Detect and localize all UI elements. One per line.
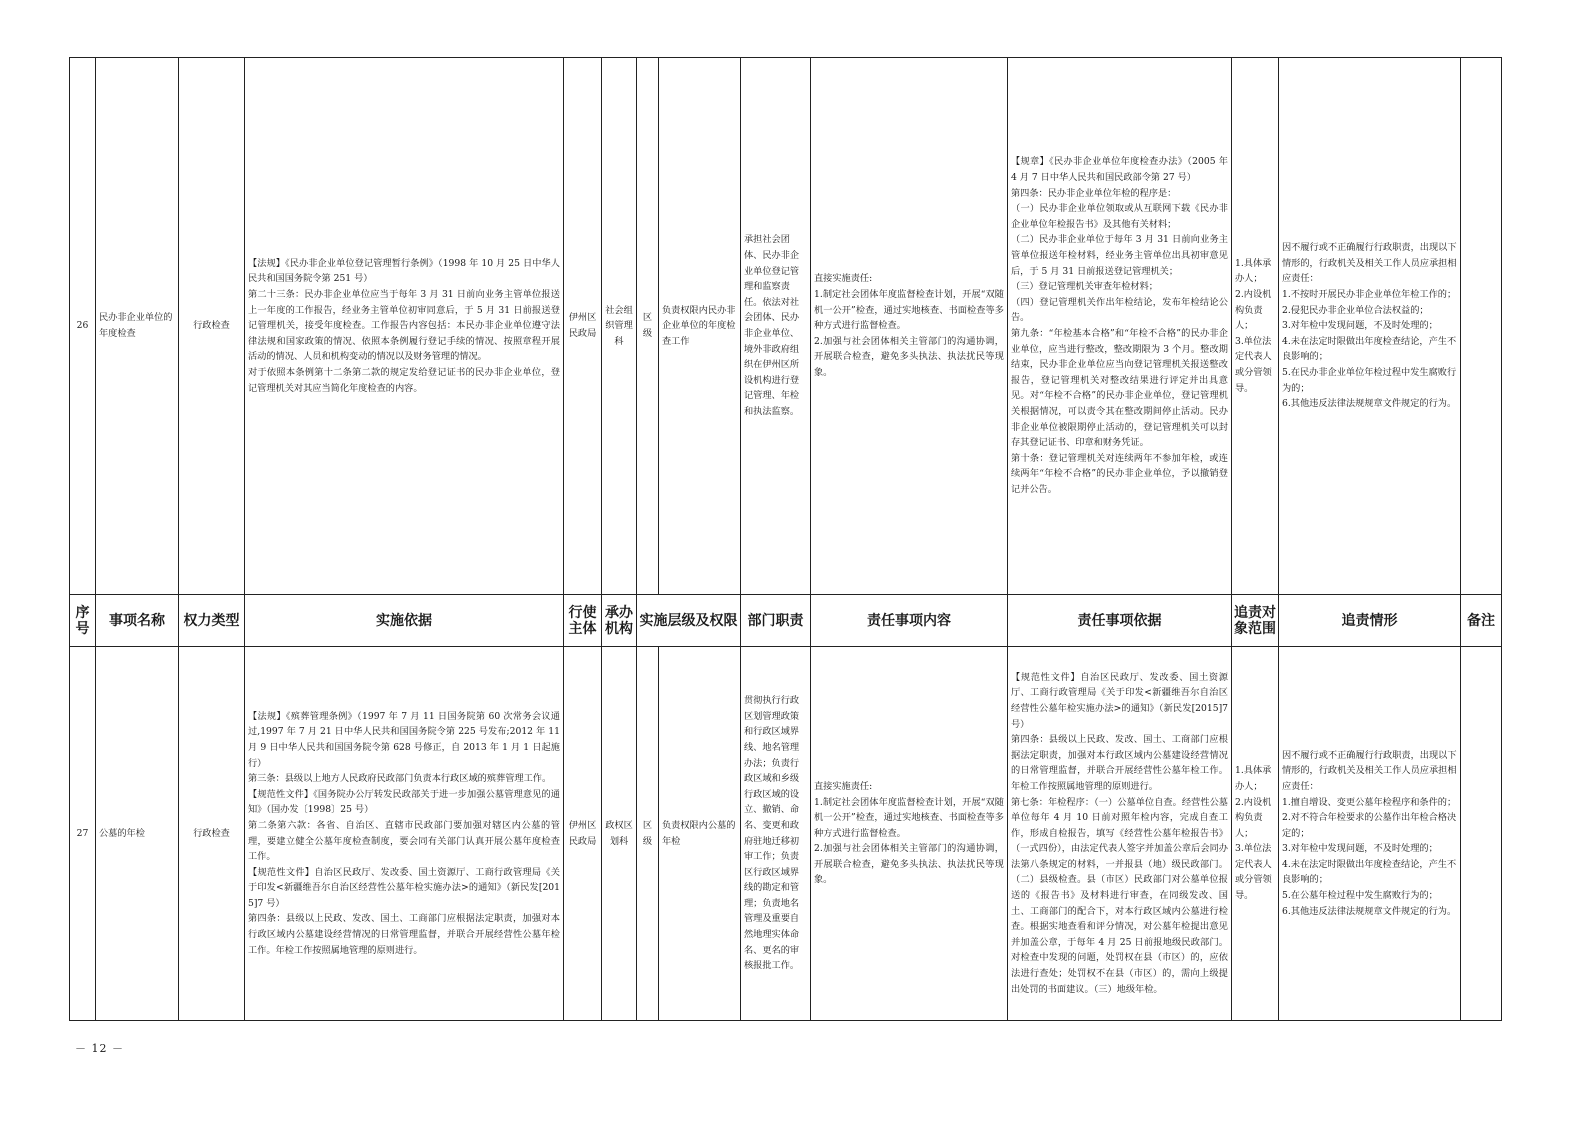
header-seq: 序号 [70,595,96,647]
resp-content-cell: 直接实施责任: 1.制定社会团体年度监督检查计划，开展“双随机一公开”检查，通过实地核查、书面检查等多种方式进行监督检查。 2.加强与社会团体相关主管部门的沟通协调，开展联合检查，避免多头执法、执法扰民等现象。 [811,58,1008,595]
scope-cell: 负责权限内公墓的年检 [659,647,741,1021]
target-cell: 1.具体承办人； 2.内设机构负责人； 3.单位法定代表人或分管领导。 [1232,58,1279,595]
table-header-row [70,595,1502,647]
resp-basis-cell: 【规范性文件】自治区民政厅、发改委、国土资源厅、工商行政管理局《关于印发<新疆维吾尔自治区经营性公墓年检实施办法>的通知》（新民发[2015]7 号） 第四条：县级以上民政、发改、国土、工商部门应根据法定职责，加强对本行政区域内公墓建设经营情况的日常管理监督，并联合开展经营性公墓年检工作。年检工作按照属地管理的原则进行。 第七条：年检程序：（一）公墓单位自查。经营性公墓单位每年 4 月 10 日前对照年检内容，完成自查工作，形成自检报告，填写《经营性公墓年检报告书》（一式四份），由法定代表人签字并加盖公章后会同办法第八条规定的材料，一并报县（地）级民政部门。（二）县级检查。县（市区）民政部门对公墓单位报送的《报告书》及材料进行审查，在同级发改、国土、工商部门的配合下，对本行政区域内公墓进行检查。根据实地查看和评分情况，对公墓年检提出意见并加盖公章，于每年 4 月 25 日前报地级民政部门。对检查中发现的问题，处罚权在县（市区）的，应依法进行查处；处罚权不在县（市区）的，需向上级提出处罚的书面建议。（三）地级年检。 [1008,647,1232,1021]
duty-cell: 承担社会团体、民办非企业单位登记管理和监察责任。依法对社会团体、民办非企业单位、境外非政府组织在伊州区所设机构进行登记管理、年检和执法监察。 [741,58,811,595]
basis-cell: 【法规】《民办非企业单位登记管理暂行条例》（1998 年 10 月 25 日中华人民共和国国务院令第 251 号） 第二十三条：民办非企业单位应当于每年 3 月 31 日前向业务主管单位报送上一年度的工作报告，经业务主管单位初审同意后，于 5 月 31 日前报送登记管理机关，接受年度检查。工作报告内容包括：本民办非企业单位遵守法律法规和国家政策的情况、依照本条例履行登记手续的情况、按照章程开展活动的情况、人员和机构变动的情况以及财务管理的情况。 对于依照本条例第十二条第二款的规定发给登记证书的民办非企业单位，登记管理机关对其应当简化年度检查的内容。 [245,58,564,595]
agency-cell: 社会组织管理科 [602,58,637,595]
table-row [70,58,1502,595]
header-situation: 追责情形 [1279,595,1461,647]
header-basis: 实施依据 [245,595,564,647]
item-name-cell: 公墓的年检 [96,647,179,1021]
resp-basis-cell: 【规章】《民办非企业单位年度检查办法》（2005 年 4 月 7 日中华人民共和国民政部令第 27 号） 第四条：民办非企业单位年检的程序是： （一）民办非企业单位领取或从互联网下载《民办非企业单位年检报告书》及其他有关材料； （二）民办非企业单位于每年 3 月 31 日前向业务主管单位报送年检材料，经业务主管单位出具初审意见后，于 5 月 31 日前报送登记管理机关； （三）登记管理机关审查年检材料； （四）登记管理机关作出年检结论，发布年检结论公告。 第九条：“年检基本合格”和“年检不合格”的民办非企业单位，应当进行整改，整改期限为 3 个月。整改期结束，民办非企业单位应当向登记管理机关报送整改报告，登记管理机关对整改结果进行评定并出具意见。对“年检不合格”的民办非企业单位，登记管理机关根据情况，可以责令其在整改期间停止活动。民办非企业单位被限期停止活动的，登记管理机关可以封存其登记证书、印章和财务凭证。 第十条：登记管理机关对连续两年不参加年检，或连续两年“年检不合格”的民办非企业单位，予以撤销登记并公告。 [1008,58,1232,595]
header-target: 追责对象范围 [1232,595,1279,647]
header-power-type: 权力类型 [179,595,245,647]
seq-cell: 27 [70,647,96,1021]
power-type-cell: 行政检查 [179,58,245,595]
page-number: － 12 － [75,1042,124,1055]
duty-cell: 贯彻执行行政区划管理政策和行政区域界线、地名管理办法；负责行政区域和乡级行政区域的设立、撤销、命名、变更和政府驻地迁移初审工作；负责区行政区域界线的勘定和管理；负责地名管理及重要自然地理实体命名、更名的审核报批工作。 [741,647,811,1021]
remark-cell [1461,647,1502,1021]
level-cell: 区级 [637,58,659,595]
remark-cell [1461,58,1502,595]
header-name: 事项名称 [96,595,179,647]
resp-content-cell: 直接实施责任: 1.制定社会团体年度监督检查计划，开展“双随机一公开”检查，通过实地核查、书面检查等多种方式进行监督检查。 2.加强与社会团体相关主管部门的沟通协调，开展联合检查，避免多头执法、执法扰民等现象。 [811,647,1008,1021]
header-remark: 备注 [1461,595,1502,647]
power-list-table [69,57,1502,1021]
header-agency: 承办机构 [602,595,637,647]
table-row [70,647,1502,1021]
scope-cell: 负责权限内民办非企业单位的年度检查工作 [659,58,741,595]
subject-cell: 伊州区民政局 [564,647,602,1021]
agency-cell: 政权区划科 [602,647,637,1021]
power-type-cell: 行政检查 [179,647,245,1021]
situation-cell: 因不履行或不正确履行行政职责，出现以下情形的，行政机关及相关工作人员应承担相应责任： 1.擅自增设、变更公墓年检程序和条件的； 2.对不符合年检要求的公墓作出年检合格决定的； 3.对年检中发现问题，不及时处理的； 4.未在法定时限做出年度检查结论，产生不良影响的； 5.在公墓年检过程中发生腐败行为的； 6.其他违反法律法规规章文件规定的行为。 [1279,647,1461,1021]
header-duty: 部门职责 [741,595,811,647]
subject-cell: 伊州区民政局 [564,58,602,595]
basis-cell: 【法规】《殡葬管理条例》（1997 年 7 月 11 日国务院第 60 次常务会议通过,1997 年 7 月 21 日中华人民共和国国务院令第 225 号发布;2012 年 11 月 9 日中华人民共和国国务院令第 628 号修正，自 2013 年 1 月 1 日起施行） 第三条：县级以上地方人民政府民政部门负责本行政区域的殡葬管理工作。 【规范性文件】《国务院办公厅转发民政部关于进一步加强公墓管理意见的通知》（国办发〔1998〕25 号） 第二条第六款：各省、自治区、直辖市民政部门要加强对辖区内公墓的管理，要建立健全公墓年度检查制度，要会同有关部门认真开展公墓年度检查工作。 【规范性文件】自治区民政厅、发改委、国土资源厅、工商行政管理局《关于印发<新疆维吾尔自治区经营性公墓年检实施办法>的通知》（新民发[2015]7 号） 第四条：县级以上民政、发改、国土、工商部门应根据法定职责，加强对本行政区域内公墓建设经营情况的日常管理监督，并联合开展经营性公墓年检工作。年检工作按照属地管理的原则进行。 [245,647,564,1021]
header-resp-basis: 责任事项依据 [1008,595,1232,647]
header-subject: 行使主体 [564,595,602,647]
situation-cell: 因不履行或不正确履行行政职责，出现以下情形的，行政机关及相关工作人员应承担相应责任： 1.不按时开展民办非企业单位年检工作的； 2.侵犯民办非企业单位合法权益的； 3.对年检中发现问题，不及时处理的； 4.未在法定时限做出年度检查结论，产生不良影响的； 5.在民办非企业单位年检过程中发生腐败行为的； 6.其他违反法律法规规章文件规定的行为。 [1279,58,1461,595]
level-cell: 区级 [637,647,659,1021]
item-name-cell: 民办非企业单位的年度检查 [96,58,179,595]
target-cell: 1.具体承办人； 2.内设机构负责人； 3.单位法定代表人或分管领导。 [1232,647,1279,1021]
header-level: 实施层级及权限 [637,595,741,647]
header-resp-content: 责任事项内容 [811,595,1008,647]
seq-cell: 26 [70,58,96,595]
